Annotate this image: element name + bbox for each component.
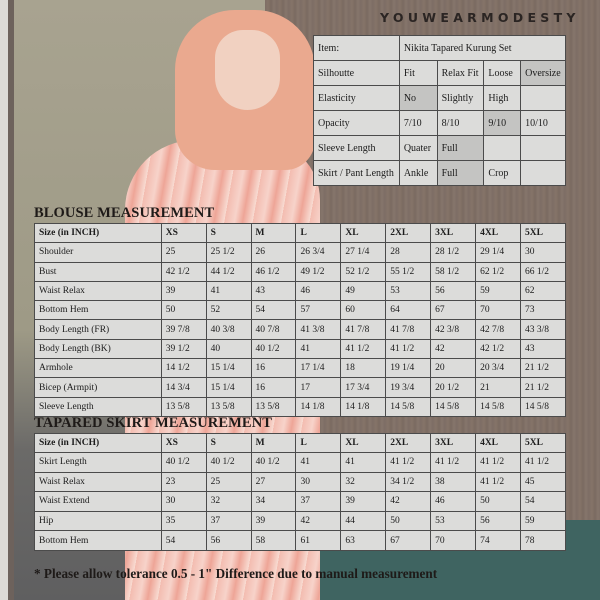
measurement-value: 30 xyxy=(296,472,341,492)
measurement-value: 50 xyxy=(386,511,431,531)
table-row xyxy=(35,320,566,339)
measurement-value: 41 1/2 xyxy=(386,453,431,473)
measurement-value: 27 xyxy=(251,472,296,492)
table-row xyxy=(35,492,566,512)
measurement-value: 59 xyxy=(476,281,521,300)
measurement-label: Body Length (BK) xyxy=(35,339,162,358)
spec-option: 10/10 xyxy=(521,111,566,136)
measurement-value: 21 1/2 xyxy=(520,359,565,378)
measurement-value: 41 xyxy=(296,339,341,358)
measurement-value: 37 xyxy=(296,492,341,512)
measurement-value: 19 1/4 xyxy=(386,359,431,378)
measurement-value: 41 1/2 xyxy=(431,453,476,473)
table-row xyxy=(35,378,566,397)
table-row xyxy=(35,472,566,492)
measurement-value: 74 xyxy=(476,531,521,551)
size-header: 4XL xyxy=(476,224,521,243)
measurement-value: 13 5/8 xyxy=(206,397,251,416)
measurement-value: 73 xyxy=(520,301,565,320)
size-header: 3XL xyxy=(431,224,476,243)
spec-option: Quater xyxy=(399,136,437,161)
measurement-value: 53 xyxy=(386,281,431,300)
measurement-label: Hip xyxy=(35,511,162,531)
spec-option: No xyxy=(399,86,437,111)
size-header: 3XL xyxy=(431,434,476,453)
measurement-value: 67 xyxy=(431,301,476,320)
measurement-value: 17 3/4 xyxy=(341,378,386,397)
size-header: 5XL xyxy=(520,224,565,243)
table-row xyxy=(35,397,566,416)
measurement-value: 25 1/2 xyxy=(206,243,251,262)
size-header: L xyxy=(296,224,341,243)
model-face xyxy=(215,30,280,110)
spec-option: Slightly xyxy=(437,86,484,111)
measurement-value: 14 5/8 xyxy=(431,397,476,416)
table-row xyxy=(35,531,566,551)
measurement-value: 42 xyxy=(296,511,341,531)
measurement-value: 32 xyxy=(206,492,251,512)
measurement-value: 40 xyxy=(206,339,251,358)
measurement-value: 40 3/8 xyxy=(206,320,251,339)
measurement-value: 34 1/2 xyxy=(386,472,431,492)
table-row xyxy=(35,262,566,281)
measurement-label: Bicep (Armpit) xyxy=(35,378,162,397)
measurement-value: 17 xyxy=(296,378,341,397)
measurement-value: 28 1/2 xyxy=(431,243,476,262)
measurement-value: 14 3/4 xyxy=(161,378,206,397)
measurement-value: 32 xyxy=(341,472,386,492)
measurement-value: 42 xyxy=(386,492,431,512)
measurement-value: 41 xyxy=(341,453,386,473)
measurement-value: 64 xyxy=(386,301,431,320)
spec-option: Oversize xyxy=(521,61,566,86)
measurement-value: 35 xyxy=(161,511,206,531)
measurement-value: 25 xyxy=(161,243,206,262)
measurement-value: 52 1/2 xyxy=(341,262,386,281)
measurement-value: 15 1/4 xyxy=(206,359,251,378)
measurement-value: 16 xyxy=(251,378,296,397)
spec-option: Ankle xyxy=(399,161,437,186)
measurement-value: 78 xyxy=(520,531,565,551)
measurement-value: 20 1/2 xyxy=(431,378,476,397)
spec-option xyxy=(521,86,566,111)
measurement-value: 18 xyxy=(341,359,386,378)
table-row xyxy=(35,243,566,262)
blouse-measurement-table xyxy=(34,223,566,417)
spec-row xyxy=(314,136,566,161)
measurement-label: Shoulder xyxy=(35,243,162,262)
measurement-value: 14 1/2 xyxy=(161,359,206,378)
size-header: M xyxy=(251,224,296,243)
measurement-label: Armhole xyxy=(35,359,162,378)
spec-option: 7/10 xyxy=(399,111,437,136)
measurement-value: 58 xyxy=(251,531,296,551)
measurement-value: 61 xyxy=(296,531,341,551)
spec-label: Opacity xyxy=(314,111,400,136)
measurement-value: 40 1/2 xyxy=(251,339,296,358)
spec-option: 9/10 xyxy=(484,111,521,136)
spec-row xyxy=(314,36,566,61)
measurement-value: 41 3/8 xyxy=(296,320,341,339)
size-unit-header: Size (in INCH) xyxy=(35,434,162,453)
measurement-value: 46 1/2 xyxy=(251,262,296,281)
measurement-value: 14 5/8 xyxy=(476,397,521,416)
measurement-value: 14 5/8 xyxy=(386,397,431,416)
spec-row xyxy=(314,86,566,111)
spec-option: 8/10 xyxy=(437,111,484,136)
measurement-value: 14 1/8 xyxy=(296,397,341,416)
table-row xyxy=(35,511,566,531)
measurement-value: 16 xyxy=(251,359,296,378)
measurement-value: 20 3/4 xyxy=(476,359,521,378)
measurement-value: 41 7/8 xyxy=(386,320,431,339)
measurement-value: 26 xyxy=(251,243,296,262)
measurement-value: 60 xyxy=(341,301,386,320)
spec-label: Elasticity xyxy=(314,86,400,111)
measurement-value: 25 xyxy=(206,472,251,492)
measurement-value: 67 xyxy=(386,531,431,551)
measurement-value: 37 xyxy=(206,511,251,531)
measurement-value: 41 1/2 xyxy=(476,472,521,492)
skirt-header-row xyxy=(35,434,566,453)
measurement-value: 52 xyxy=(206,301,251,320)
measurement-label: Sleeve Length xyxy=(35,397,162,416)
measurement-value: 42 1/2 xyxy=(476,339,521,358)
measurement-value: 58 1/2 xyxy=(431,262,476,281)
size-header: S xyxy=(206,434,251,453)
measurement-value: 70 xyxy=(431,531,476,551)
measurement-value: 63 xyxy=(341,531,386,551)
background-edge xyxy=(0,0,8,600)
measurement-label: Skirt Length xyxy=(35,453,162,473)
measurement-value: 45 xyxy=(520,472,565,492)
measurement-value: 40 7/8 xyxy=(251,320,296,339)
measurement-value: 39 xyxy=(161,281,206,300)
measurement-value: 28 xyxy=(386,243,431,262)
measurement-value: 40 1/2 xyxy=(251,453,296,473)
measurement-value: 55 1/2 xyxy=(386,262,431,281)
product-spec-table xyxy=(313,35,566,186)
measurement-value: 50 xyxy=(161,301,206,320)
spec-option: Full xyxy=(437,136,484,161)
measurement-label: Bottom Hem xyxy=(35,301,162,320)
size-header: XS xyxy=(161,224,206,243)
size-header: S xyxy=(206,224,251,243)
measurement-value: 54 xyxy=(520,492,565,512)
spec-option: Full xyxy=(437,161,484,186)
measurement-value: 39 1/2 xyxy=(161,339,206,358)
measurement-value: 41 1/2 xyxy=(386,339,431,358)
measurement-value: 54 xyxy=(251,301,296,320)
spec-option: Crop xyxy=(484,161,521,186)
measurement-value: 39 xyxy=(251,511,296,531)
measurement-value: 44 1/2 xyxy=(206,262,251,281)
spec-row xyxy=(314,61,566,86)
brand-logo: YOUWEARMODESTY xyxy=(380,10,580,25)
measurement-value: 49 1/2 xyxy=(296,262,341,281)
table-row xyxy=(35,453,566,473)
measurement-value: 20 xyxy=(431,359,476,378)
measurement-label: Bust xyxy=(35,262,162,281)
measurement-value: 14 5/8 xyxy=(520,397,565,416)
spec-option: Relax Fit xyxy=(437,61,484,86)
measurement-value: 44 xyxy=(341,511,386,531)
spec-option: High xyxy=(484,86,521,111)
table-row xyxy=(35,281,566,300)
spec-label: Sleeve Length xyxy=(314,136,400,161)
measurement-value: 59 xyxy=(520,511,565,531)
measurement-value: 54 xyxy=(161,531,206,551)
measurement-value: 41 7/8 xyxy=(341,320,386,339)
size-header: XS xyxy=(161,434,206,453)
measurement-label: Waist Relax xyxy=(35,472,162,492)
measurement-value: 39 xyxy=(341,492,386,512)
spec-option: Nikita Tapared Kurung Set xyxy=(399,36,565,61)
measurement-value: 42 3/8 xyxy=(431,320,476,339)
skirt-measurement-table xyxy=(34,433,566,551)
spec-option xyxy=(521,136,566,161)
tolerance-note: * Please allow tolerance 0.5 - 1" Difference due to manual measurement xyxy=(34,566,438,581)
measurement-value: 26 3/4 xyxy=(296,243,341,262)
blouse-header-row xyxy=(35,224,566,243)
size-header: 2XL xyxy=(386,434,431,453)
spec-row xyxy=(314,161,566,186)
measurement-value: 21 1/2 xyxy=(520,378,565,397)
skirt-section-title: TAPARED SKIRT MEASUREMENT xyxy=(34,415,273,431)
measurement-value: 56 xyxy=(476,511,521,531)
size-header: 4XL xyxy=(476,434,521,453)
measurement-value: 27 1/4 xyxy=(341,243,386,262)
measurement-value: 15 1/4 xyxy=(206,378,251,397)
measurement-value: 40 1/2 xyxy=(161,453,206,473)
measurement-value: 14 1/8 xyxy=(341,397,386,416)
measurement-value: 30 xyxy=(161,492,206,512)
measurement-value: 41 1/2 xyxy=(520,453,565,473)
measurement-label: Bottom Hem xyxy=(35,531,162,551)
measurement-label: Body Length (FR) xyxy=(35,320,162,339)
measurement-value: 42 xyxy=(431,339,476,358)
spec-label: Item: xyxy=(314,36,400,61)
size-unit-header: Size (in INCH) xyxy=(35,224,162,243)
spec-option xyxy=(484,136,521,161)
measurement-value: 13 5/8 xyxy=(161,397,206,416)
spec-label: Skirt / Pant Length xyxy=(314,161,400,186)
size-header: XL xyxy=(341,224,386,243)
measurement-value: 43 3/8 xyxy=(520,320,565,339)
measurement-value: 23 xyxy=(161,472,206,492)
measurement-value: 38 xyxy=(431,472,476,492)
size-header: XL xyxy=(341,434,386,453)
measurement-value: 62 xyxy=(520,281,565,300)
measurement-value: 56 xyxy=(431,281,476,300)
spec-row xyxy=(314,111,566,136)
background-door-frame xyxy=(8,0,14,600)
measurement-value: 41 xyxy=(206,281,251,300)
size-header: L xyxy=(296,434,341,453)
table-row xyxy=(35,359,566,378)
spec-option: Loose xyxy=(484,61,521,86)
measurement-value: 41 xyxy=(296,453,341,473)
measurement-value: 43 xyxy=(520,339,565,358)
measurement-value: 39 7/8 xyxy=(161,320,206,339)
measurement-value: 57 xyxy=(296,301,341,320)
spec-label: Silhoutte xyxy=(314,61,400,86)
measurement-label: Waist Extend xyxy=(35,492,162,512)
measurement-value: 46 xyxy=(296,281,341,300)
measurement-value: 49 xyxy=(341,281,386,300)
measurement-value: 21 xyxy=(476,378,521,397)
table-row xyxy=(35,301,566,320)
measurement-value: 17 1/4 xyxy=(296,359,341,378)
measurement-value: 13 5/8 xyxy=(251,397,296,416)
measurement-value: 29 1/4 xyxy=(476,243,521,262)
measurement-value: 66 1/2 xyxy=(520,262,565,281)
measurement-value: 40 1/2 xyxy=(206,453,251,473)
measurement-value: 42 7/8 xyxy=(476,320,521,339)
size-header: 2XL xyxy=(386,224,431,243)
size-header: M xyxy=(251,434,296,453)
measurement-value: 53 xyxy=(431,511,476,531)
measurement-value: 41 1/2 xyxy=(476,453,521,473)
measurement-value: 43 xyxy=(251,281,296,300)
spec-option: Fit xyxy=(399,61,437,86)
size-header: 5XL xyxy=(520,434,565,453)
blouse-section-title: BLOUSE MEASUREMENT xyxy=(34,205,215,221)
measurement-value: 41 1/2 xyxy=(341,339,386,358)
measurement-value: 46 xyxy=(431,492,476,512)
measurement-value: 50 xyxy=(476,492,521,512)
measurement-value: 42 1/2 xyxy=(161,262,206,281)
measurement-value: 56 xyxy=(206,531,251,551)
measurement-label: Waist Relax xyxy=(35,281,162,300)
measurement-value: 30 xyxy=(520,243,565,262)
measurement-value: 19 3/4 xyxy=(386,378,431,397)
spec-option xyxy=(521,161,566,186)
measurement-value: 62 1/2 xyxy=(476,262,521,281)
measurement-value: 70 xyxy=(476,301,521,320)
table-row xyxy=(35,339,566,358)
measurement-value: 34 xyxy=(251,492,296,512)
